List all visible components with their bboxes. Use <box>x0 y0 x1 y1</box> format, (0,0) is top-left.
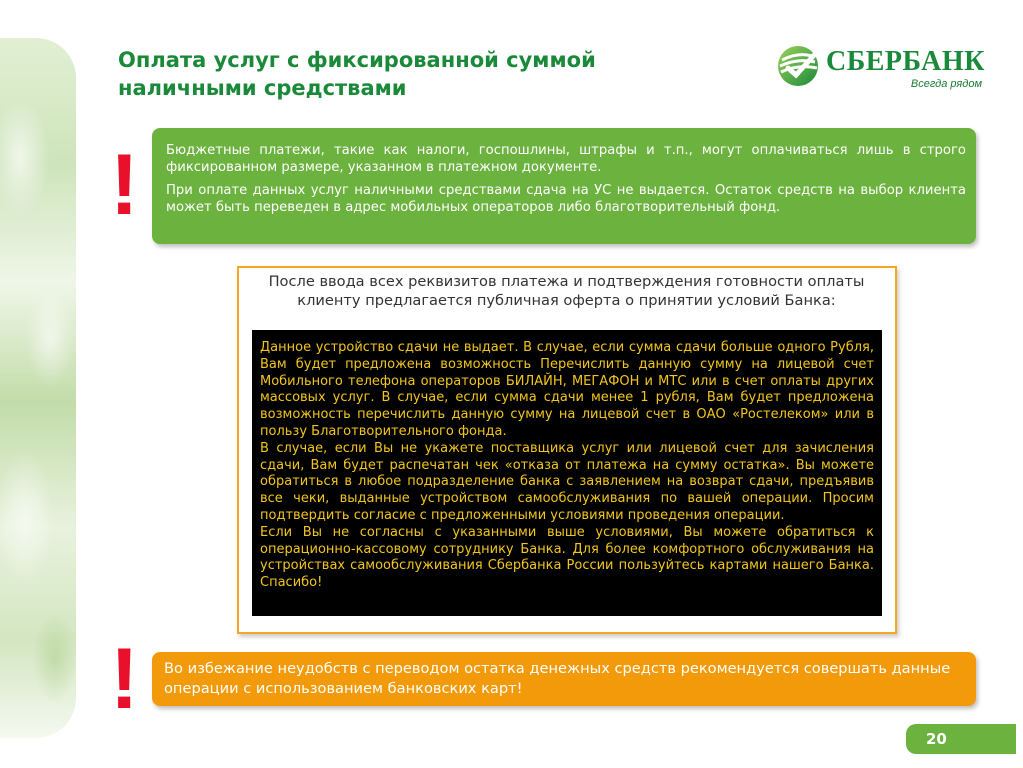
atm-screen-offer-text <box>252 330 882 616</box>
exclamation-icon: ! <box>110 137 139 233</box>
atm-screen-paragraph-1: Данное устройство сдачи не выдает. В случае, если сумма сдачи больше одного Рубля, Вам будет предложена возможность Перечислить данную сумму на лицевой счет Мобильного телефона операторов БИЛАЙН, МЕГАФОН и МТС или в счет оплаты других массовых услуг. В случае, если сумма сдачи менее 1 рубля, Вам будет предложена возможность перечислить данную сумму на лицевой счет в ОАО «Ростелеком» или в пользу Благотворительного фонда. <box>260 340 874 439</box>
atm-screen-paragraph-2: В случае, если Вы не укажете поставщика услуг или лицевой счет для зачисления сдачи, Вам будет распечатан чек «отказа от платежа на сумму остатка». Вы можете обратиться в любое подразделение банка с заявлением на возврат сдачи, предъявив все чеки, выданные устройством самообслуживания по вашей операции. Просим подтвердить согласие с предложенными условиями проведения операции. <box>260 440 874 523</box>
background-leaves-decoration <box>0 38 76 738</box>
exclamation-icon: ! <box>110 631 139 727</box>
page-number: 20 <box>906 724 1016 754</box>
slide-title <box>118 46 678 102</box>
notice-green-box <box>152 128 976 244</box>
notice-green-paragraph-2: При оплате данных услуг наличными средствами сдача на УС не выдается. Остаток средств на выбор клиента может быть переведен в адрес мобильных операторов либо благотворительный фонд. <box>166 183 966 215</box>
slide-title-line2: наличными средствами <box>118 76 407 100</box>
logo-slogan: Всегда рядом <box>910 78 982 90</box>
logo-name: СБЕРБАНК <box>826 46 985 77</box>
sberbank-logo-icon <box>776 44 820 88</box>
public-offer-intro: После ввода всех реквизитов платежа и подтверждения готовности оплаты клиенту предлагается публичная оферта о принятии условий Банка: <box>268 273 865 309</box>
atm-screen-paragraph-3: Если Вы не согласны с указанными выше условиями, Вы можете обратиться к операционно-кассовому сотруднику Банка. Для более комфортного обслуживания на устройствах самообслуживания Сбербанка России пользуйтесь картами нашего Банка. Спасибо! <box>260 524 874 591</box>
notice-orange-box: Во избежание неудобств с переводом остатка денежных средств рекомендуется совершать данные операции с использованием банковских карт! <box>152 652 976 706</box>
slide-title-line1: Оплата услуг с фиксированной суммой <box>118 48 596 72</box>
public-offer-frame <box>237 266 897 634</box>
sberbank-logo <box>776 42 986 98</box>
notice-green-paragraph-1: Бюджетные платежи, такие как налоги, госпошлины, штрафы и т.п., могут оплачиваться лишь в строго фиксированном размере, указанном в платежном документе. <box>166 143 966 175</box>
